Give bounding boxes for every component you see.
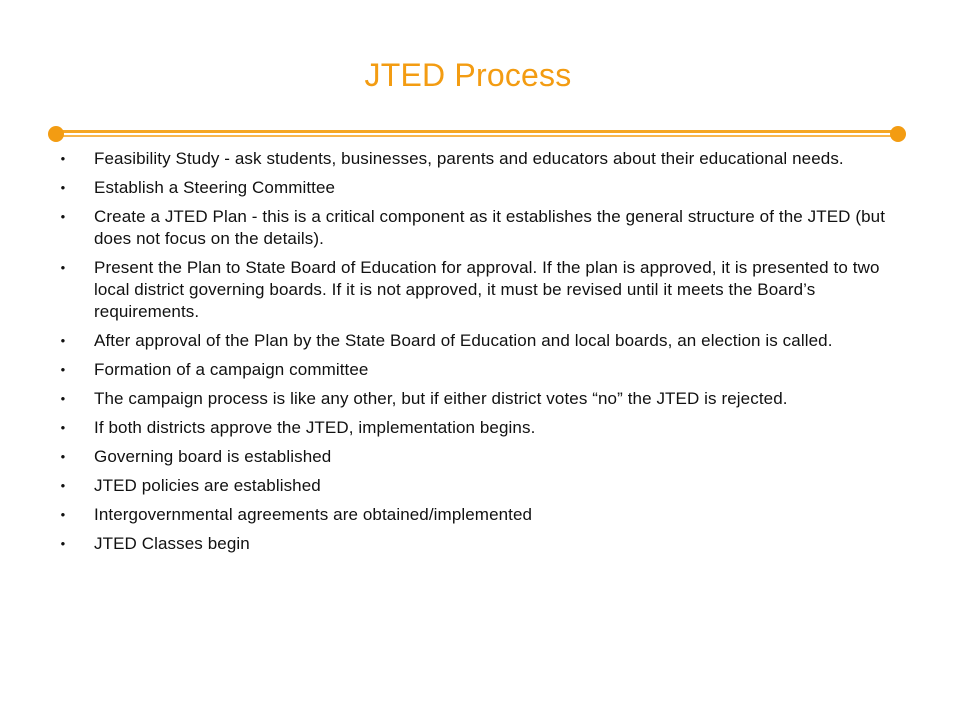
bullet-text: Governing board is established xyxy=(94,447,332,466)
bullet-icon: • xyxy=(60,151,66,166)
bullet-item xyxy=(58,388,908,410)
bullet-icon: • xyxy=(60,391,66,406)
divider-dot-right xyxy=(890,126,906,142)
bullet-list xyxy=(58,148,908,562)
bullet-text: Formation of a campaign committee xyxy=(94,360,369,379)
bullet-item xyxy=(58,359,908,381)
bullet-icon: • xyxy=(60,333,66,348)
divider-dot-left xyxy=(48,126,64,142)
bullet-text: Present the Plan to State Board of Education for approval. If the plan is approved, it is presented to two local district governing boards. If it is not approved, it must be revised until it meets the Board’s requirements. xyxy=(94,258,880,321)
bullet-icon: • xyxy=(60,260,66,275)
bullet-text: Establish a Steering Committee xyxy=(94,178,336,197)
bullet-text: JTED policies are established xyxy=(94,476,321,495)
bullet-text: JTED Classes begin xyxy=(94,534,250,553)
bullet-item xyxy=(58,446,908,468)
bullet-item xyxy=(58,533,908,555)
bullet-icon: • xyxy=(60,507,66,522)
bullet-text: Create a JTED Plan - this is a critical component as it establishes the general structure of the JTED (but does not focus on the details). xyxy=(94,207,886,248)
bullet-icon: • xyxy=(60,209,66,224)
bullet-text: The campaign process is like any other, but if either district votes “no” the JTED is rejected. xyxy=(94,389,788,408)
title-divider xyxy=(48,126,906,142)
divider-line-top xyxy=(56,130,898,133)
bullet-icon: • xyxy=(60,362,66,377)
bullet-text: Feasibility Study - ask students, businesses, parents and educators about their educational needs. xyxy=(94,149,844,168)
bullet-icon: • xyxy=(60,420,66,435)
bullet-icon: • xyxy=(60,449,66,464)
slide-title: JTED Process xyxy=(364,57,572,93)
bullet-text: Intergovernmental agreements are obtained/implemented xyxy=(94,505,533,524)
bullet-item xyxy=(58,206,908,250)
bullet-icon: • xyxy=(60,536,66,551)
bullet-item xyxy=(58,330,908,352)
bullet-item xyxy=(58,417,908,439)
bullet-item xyxy=(58,475,908,497)
bullet-text: If both districts approve the JTED, implementation begins. xyxy=(94,418,536,437)
bullet-item xyxy=(58,148,908,170)
bullet-item xyxy=(58,177,908,199)
bullet-icon: • xyxy=(60,180,66,195)
bullet-item xyxy=(58,504,908,526)
bullet-icon: • xyxy=(60,478,66,493)
divider-line-bottom xyxy=(56,135,898,137)
bullet-text: After approval of the Plan by the State Board of Education and local boards, an election is called. xyxy=(94,331,833,350)
bullet-item xyxy=(58,257,908,323)
